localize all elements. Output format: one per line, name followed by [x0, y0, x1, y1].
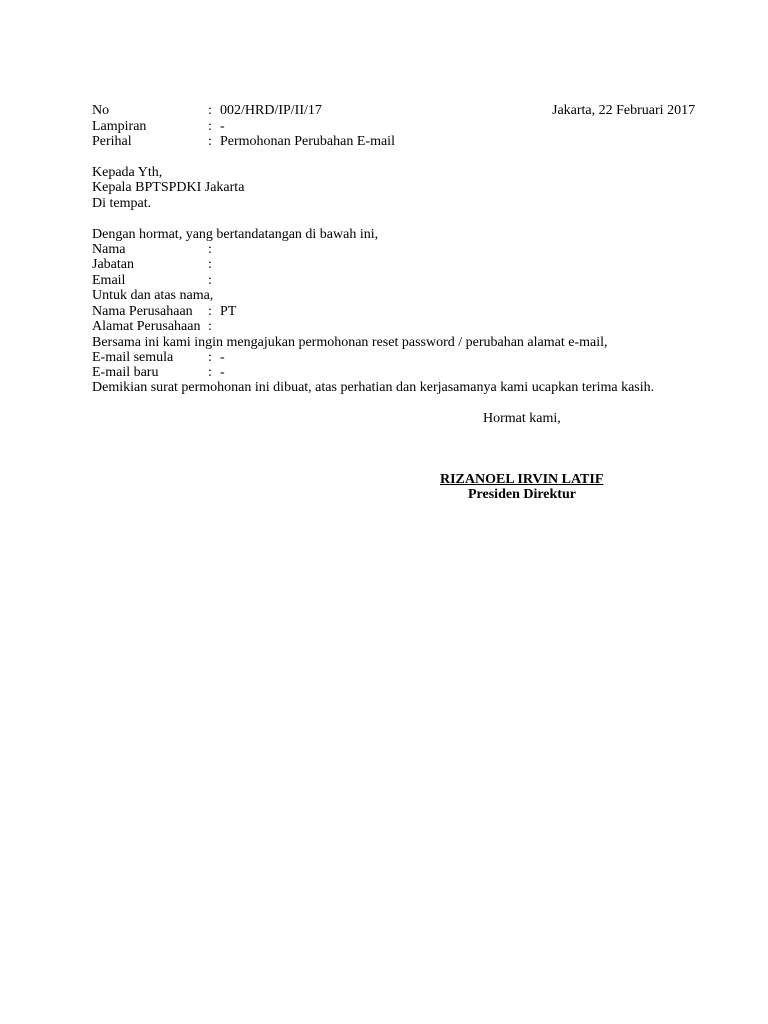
on-behalf-text: Untuk dan atas nama,: [92, 288, 214, 303]
alamat-label: Alamat Perusahaan: [92, 319, 201, 334]
signatory-title: Presiden Direktur: [468, 487, 576, 502]
nama-label: Nama: [92, 242, 126, 257]
email-semula-colon: :: [208, 350, 212, 365]
lampiran-value: -: [220, 119, 225, 134]
email-baru-value: -: [220, 365, 225, 380]
perihal-label: Perihal: [92, 134, 132, 149]
request-text: Bersama ini kami ingin mengajukan permohonan reset password / perubahan alamat e-mail,: [92, 335, 608, 350]
email-colon: :: [208, 273, 212, 288]
perusahaan-value: PT: [220, 304, 237, 319]
recipient-line-1: Kepada Yth,: [92, 165, 163, 180]
jabatan-colon: :: [208, 257, 212, 272]
email-baru-label: E-mail baru: [92, 365, 159, 380]
lampiran-colon: :: [208, 119, 212, 134]
no-colon: :: [208, 103, 212, 118]
no-label: No: [92, 103, 110, 118]
recipient-line-3: Di tempat.: [92, 196, 152, 211]
no-value: 002/HRD/IP/II/17: [220, 103, 322, 118]
letter-date: Jakarta, 22 Februari 2017: [552, 103, 696, 118]
email-semula-label: E-mail semula: [92, 350, 174, 365]
perusahaan-colon: :: [208, 304, 212, 319]
signatory-name: RIZANOEL IRVIN LATIF: [440, 472, 604, 487]
closing-paragraph: Demikian surat permohonan ini dibuat, atas perhatian dan kerjasamanya kami ucapkan terima kasih.: [92, 380, 655, 395]
alamat-colon: :: [208, 319, 212, 334]
intro-text: Dengan hormat, yang bertandatangan di bawah ini,: [92, 227, 379, 242]
signature-closing: Hormat kami,: [483, 411, 561, 426]
lampiran-label: Lampiran: [92, 119, 147, 134]
jabatan-label: Jabatan: [92, 257, 134, 272]
perihal-value: Permohonan Perubahan E-mail: [220, 134, 395, 149]
email-semula-value: -: [220, 350, 225, 365]
email-baru-colon: :: [208, 365, 212, 380]
recipient-line-2: Kepala BPTSPDKI Jakarta: [92, 180, 245, 195]
perusahaan-label: Nama Perusahaan: [92, 304, 193, 319]
nama-colon: :: [208, 242, 212, 257]
perihal-colon: :: [208, 134, 212, 149]
email-label: Email: [92, 273, 126, 288]
